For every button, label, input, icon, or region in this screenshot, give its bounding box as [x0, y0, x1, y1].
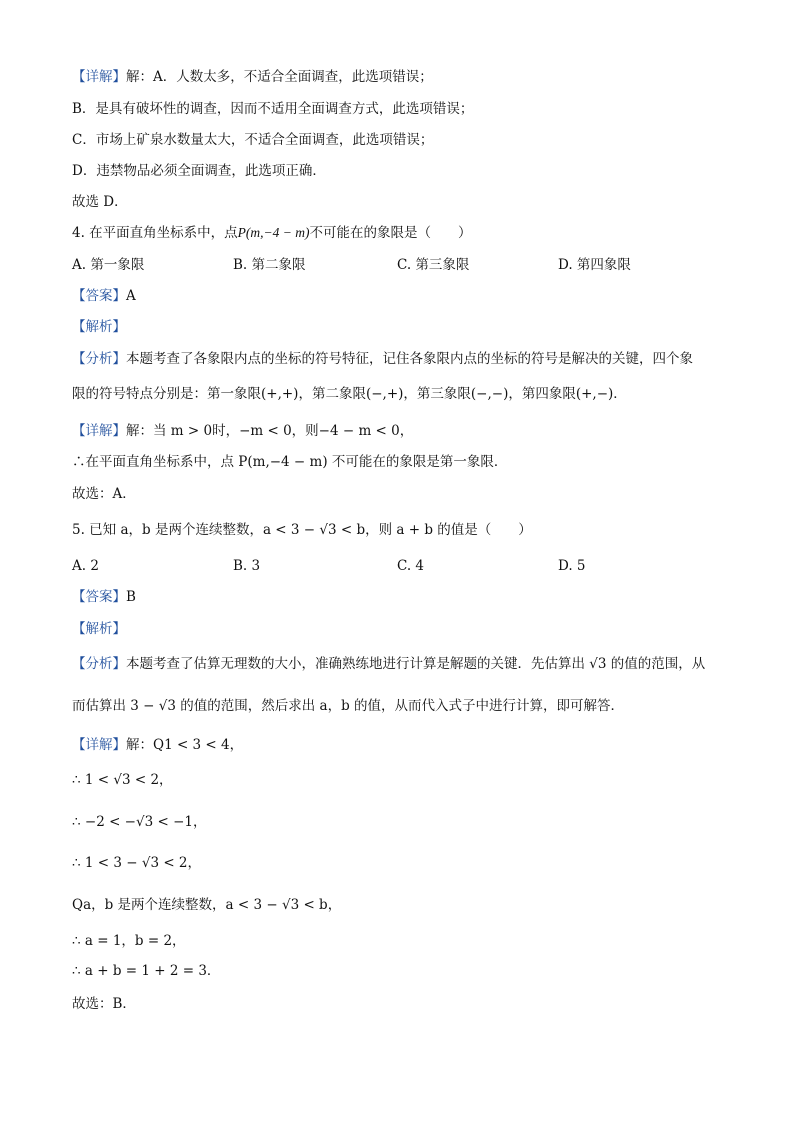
q5-fenxi-text-1: 本题考查了估算无理数的大小，准确熟练地进行计算是解题的关键．先估算出 √3 的值的范围，从 [126, 656, 706, 672]
q5-fenxi-1 [72, 655, 732, 673]
fenxi-tag: 【分析】 [72, 656, 126, 672]
detail-tag: 【详解】 [72, 423, 126, 439]
q5-analysis-tag [72, 620, 732, 638]
q4-fenxi-1 [72, 350, 732, 368]
analysis-tag: 【解析】 [72, 319, 126, 335]
detail-tag: 【详解】 [72, 737, 126, 753]
q5-choose: 故选：B． [72, 996, 136, 1012]
q5-answer [72, 588, 732, 606]
q4-option-a: A. 第一象限 [72, 257, 145, 273]
q4-stem-pre: 4. 在平面直角坐标系中，点 [72, 225, 238, 241]
analysis-tag: 【解析】 [72, 621, 126, 637]
q4-detail-text-1: 解：当 m > 0时，−m < 0，则−4 − m < 0， [126, 423, 414, 439]
q4-analysis-tag [72, 318, 732, 336]
q5-stem: 5. 已知 a，b 是两个连续整数，a < 3 − √3 < b，则 a + b 的值是（ ） [72, 522, 532, 538]
q5-step-3: ∴ 1 < 3 − √3 < 2， [72, 855, 202, 871]
q4-fenxi-text-1: 本题考查了各象限内点的坐标的符号特征，记住各象限内点的坐标的符号是解决的关键，四个象 [126, 351, 693, 367]
q3-detail-c: C．市场上矿泉水数量太大，不适合全面调查，此选项错误； [72, 132, 434, 148]
q5-option-b: B. 3 [233, 558, 261, 574]
q4-choose: 故选：A． [72, 486, 136, 502]
q5-step-5: ∴ a = 1，b = 2， [72, 933, 186, 949]
q4-point: P(m,−4 − m) [237, 225, 310, 240]
fenxi-tag: 【分析】 [72, 351, 126, 367]
q4-stem [72, 224, 732, 242]
q3-choose: 故选 D． [72, 194, 128, 210]
q5-detail-text-1: 解：Q1 < 3 < 4， [126, 737, 244, 753]
answer-tag: 【答案】 [72, 288, 126, 304]
answer-tag: 【答案】 [72, 589, 126, 605]
detail-tag: 【详解】 [72, 69, 126, 85]
q4-option-c: C. 第三象限 [397, 257, 470, 273]
q5-option-a: A. 2 [72, 558, 99, 574]
q5-answer-value: B [126, 589, 136, 605]
q5-step-4: Qa，b 是两个连续整数，a < 3 − √3 < b， [72, 897, 342, 913]
q4-detail-2: ∴在平面直角坐标系中，点 P(m,−4 − m) 不可能在的象限是第一象限． [72, 454, 508, 470]
q3-detail-b: B．是具有破坏性的调查，因而不适用全面调查方式，此选项错误； [72, 101, 474, 117]
q5-step-1: ∴ 1 < √3 < 2， [72, 772, 173, 788]
q4-fenxi-2: 限的符号特点分别是：第一象限(+,+)，第二象限(−,+)，第三象限(−,−)，第四象限(+,−)． [72, 386, 627, 402]
q4-option-b: B. 第二象限 [233, 257, 306, 273]
q4-option-d: D. 第四象限 [558, 257, 631, 273]
q5-step-6: ∴ a + b = 1 + 2 = 3． [72, 963, 221, 979]
q5-detail-1 [72, 736, 732, 754]
q4-answer-value: A [126, 288, 136, 304]
q5-fenxi-2: 而估算出 3 − √3 的值的范围，然后求出 a，b 的值，从而代入式子中进行计算，即可解答． [72, 698, 625, 714]
q5-option-c: C. 4 [397, 558, 425, 574]
q3-detail-a: 解：A．人数太多，不适合全面调查，此选项错误； [126, 69, 433, 85]
q4-detail-1 [72, 422, 732, 440]
q5-option-d: D. 5 [558, 558, 586, 574]
q3-detail-d: D．违禁物品必须全面调查，此选项正确． [72, 163, 326, 179]
q3-detail-line-a [72, 68, 732, 86]
q4-stem-post: 不可能在的象限是（ ） [309, 225, 472, 241]
q5-step-2: ∴ −2 < −√3 < −1， [72, 814, 207, 830]
q4-answer [72, 287, 732, 305]
